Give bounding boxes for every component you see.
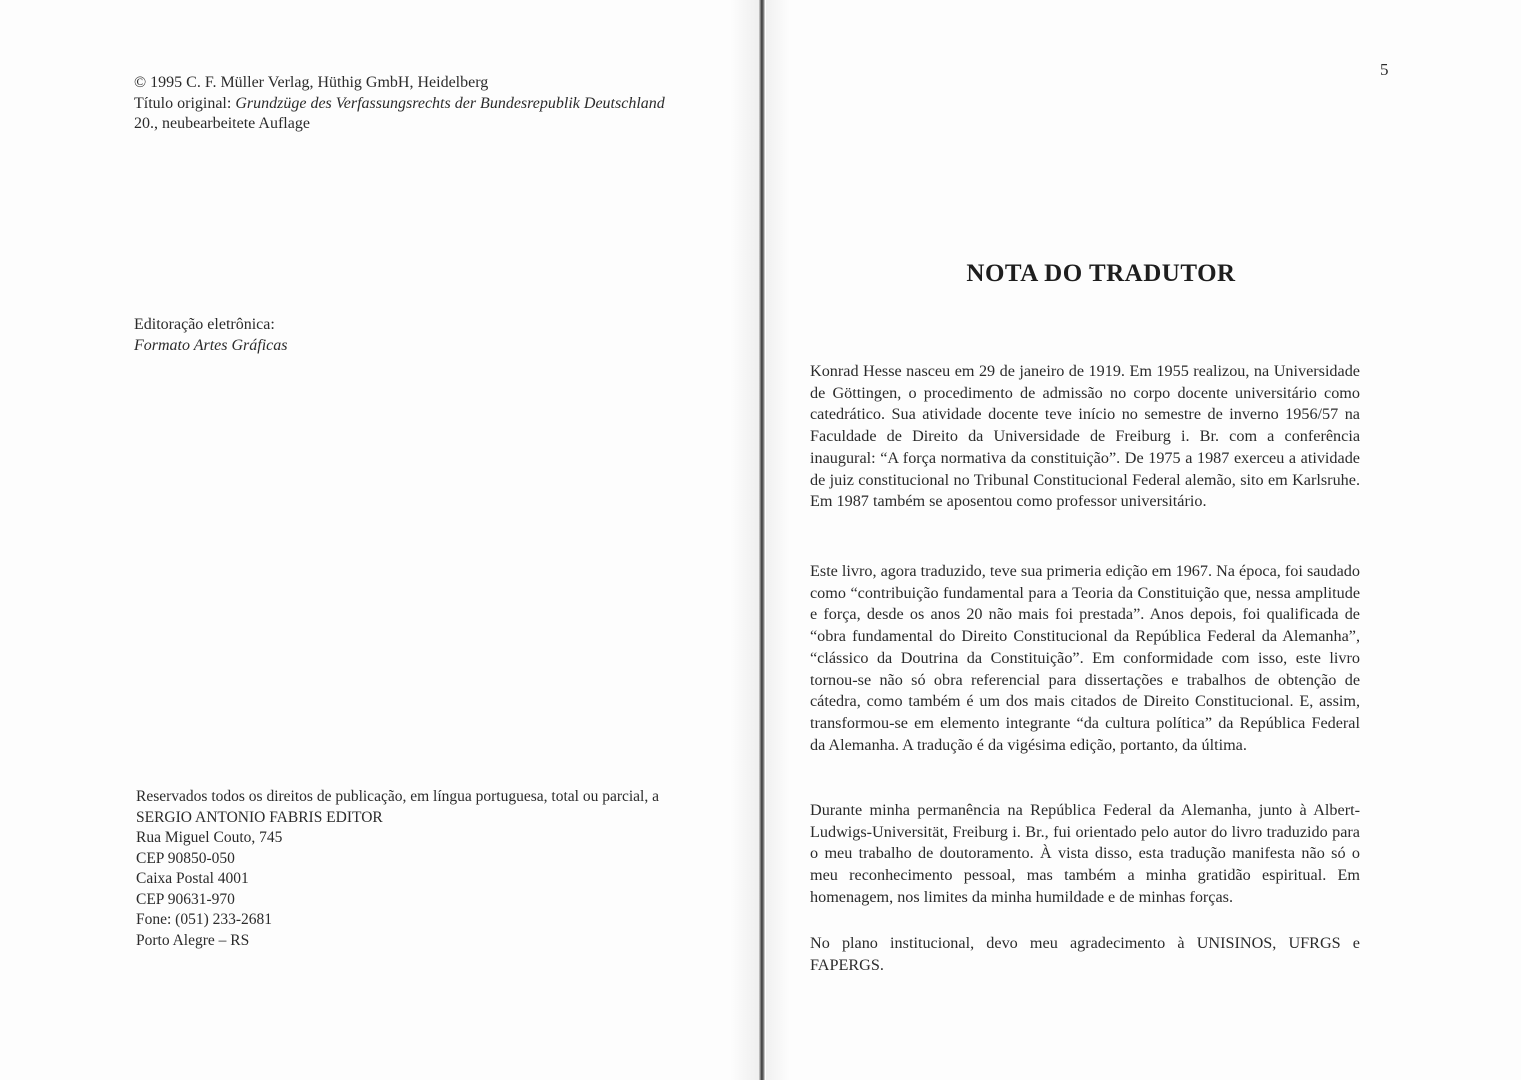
copyright-block	[134, 73, 665, 135]
paragraph-book-history: Este livro, agora traduzido, teve sua primeria edição em 1967. Na época, foi saudado como “contribuição fundamental para a Teoria da Constituição que, nessa amplitude e força, desde os anos 20 não mais foi prestada”. Anos depois, foi qualificada de “obra fundamental do Direito Constitucional da República Federal da Alemanha”, “clássico da Doutrina da Constituição”. Em conformidade com isso, este livro tornou-se não só obra referencial para dissertações e trabalhos de obtenção de cátedra, como também é um dos mais citados de Direito Constitucional. E, assim, transformou-se em elemento integrante “da cultura política” da República Federal da Alemanha. A tradução é da vigésima edição, portanto, da última.	[810, 562, 1360, 754]
paragraph-acknowledgement: No plano institucional, devo meu agradecimento à UNISINOS, UFRGS e FAPERGS.	[810, 934, 1360, 974]
original-title-line	[134, 94, 665, 115]
copyright-line: © 1995 C. F. Müller Verlag, Hüthig GmbH, Heidelberg	[134, 74, 489, 91]
publisher-phone: Fone: (051) 233-2681	[136, 911, 273, 928]
original-title: Grundzüge des Verfassungsrechts der Bundesrepublik Deutschland	[235, 94, 665, 112]
edition-line: 20., neubearbeitete Auflage	[134, 115, 310, 132]
publisher-cep: CEP 90850-050	[136, 849, 235, 867]
paragraph-personal-note: Durante minha permanência na República Federal da Alemanha, junto à Albert-Ludwigs-Universität, Freiburg i. Br., fui orientado pelo autor do livro traduzido para o meu trabalho de doutoramento. À vista disso, esta tradução manifesta não só o meu reconhecimento pessoal, mas também a minha gratidão espiritual. Em homenagem, nos limites da minha humildade e de minhas forças.	[810, 801, 1360, 906]
publisher-name: SERGIO ANTONIO FABRIS EDITOR	[136, 808, 383, 826]
gutter-shadow-left	[730, 0, 760, 1080]
paragraph-biography: Konrad Hesse nasceu em 29 de janeiro de 1919. Em 1955 realizou, na Universidade de Göttingen, o procedimento de admissão no corpo docente universitário como catedrático. Sua atividade docente teve início no semestre de inverno 1956/57 na Faculdade de Direito da Universidade de Freiburg i. Br. com a conferência inaugural: “A força normativa da constituição”. De 1975 a 1987 exerceu a atividade de juiz constitucional no Tribunal Constitucional Federal alemão, sito em Karlsruhe. Em 1987 também se aposentou como professor universitário.	[810, 362, 1360, 511]
rights-line: Reservados todos os direitos de publicação, em língua portuguesa, total ou parcial, a	[136, 788, 659, 805]
publisher-postbox: Caixa Postal 4001	[136, 870, 249, 887]
rights-block	[136, 787, 659, 951]
publisher-city: Porto Alegre – RS	[136, 931, 250, 949]
gutter-shadow-right	[766, 0, 790, 1080]
editoration-label: Editoração eletrônica:	[134, 316, 275, 333]
publisher-postbox-cep: CEP 90631-970	[136, 890, 235, 908]
book-gutter	[759, 0, 765, 1080]
right-page	[766, 0, 1521, 1080]
editoration-value: Formato Artes Gráficas	[134, 336, 288, 354]
chapter-title: NOTA DO TRADUTOR	[966, 260, 1236, 287]
original-title-label: Título original:	[134, 94, 236, 112]
page-number: 5	[1380, 60, 1389, 79]
publisher-street: Rua Miguel Couto, 745	[136, 829, 283, 846]
editoration-block	[134, 315, 287, 356]
